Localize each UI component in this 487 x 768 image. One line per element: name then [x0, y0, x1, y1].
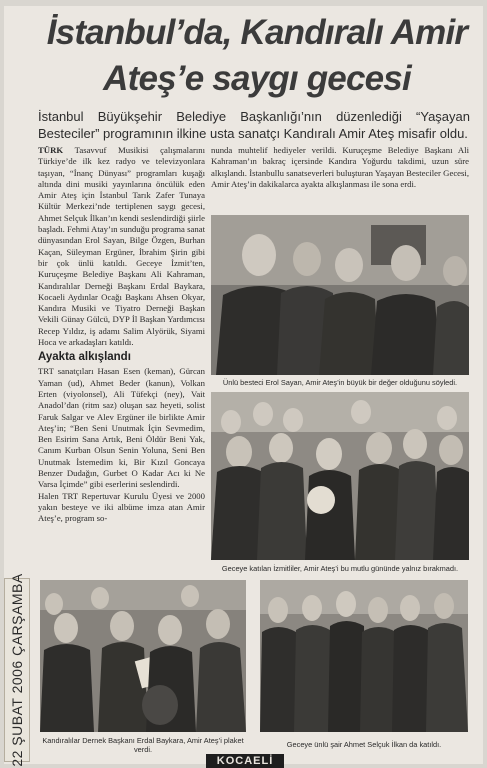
- article-right-column: [211, 145, 469, 190]
- photo-3-caption: Kandıralılar Dernek Başkanı Erdal Baykara, Amir Ateş’i plaket verdi.: [42, 736, 244, 754]
- deck-text: İstanbul Büyükşehir Belediye Başkanlığı’nın düzenlediği “Yaşayan Besteciler” programının ilkine usta sanatçı Kandıralı Amir Ateş misafir oldu.: [38, 109, 470, 141]
- headline-line-1: İstanbul’da, Kandıralı Amir: [46, 13, 468, 52]
- photo-erol-sayan: [211, 215, 469, 375]
- photo-ahmet-selcuk-ilkan: [260, 580, 468, 732]
- photo-2-image: [211, 392, 469, 560]
- date-text: 22 ŞUBAT 2006 ÇARŞAMBA: [9, 573, 25, 767]
- date-strip: [4, 573, 30, 767]
- photo-izmit-guests: [211, 392, 469, 560]
- photo-2-caption: Geceye katılan İzmitliler, Amir Ateş’i bu mutlu gününde yalnız bırakmadı.: [221, 564, 459, 573]
- photo-3-image: [40, 580, 246, 732]
- article-subhead: Ayakta alkışlandı: [38, 351, 131, 364]
- photo-1-caption: Ünlü besteci Erol Sayan, Amir Ateş’in büyük bir değer olduğunu söyledi.: [222, 378, 458, 387]
- headline: [34, 10, 480, 102]
- article-paragraph-1: Tasavvuf Musikisi çalışmalarını Türkiye’de ilk kez radyo ve televizyonlara taşıyan, “İnanç Dünyası” programları kuşağı altında dini musiki yayınlarına öncülük eden Amir Ateş için İstanbul Tarık Zafer Tunaya Kültür Merkezi’nde tertiplenen saygı gecesi, Ahmet Selçuk İlkan’ın kendi seslendirdiği şiirle başladı. Fehmi Atay’ın sunduğu programa sanat dünyasından Erol Sayan, Bilge Özgen, Burhan Kaçan, Süleyman Ergüner, İbrahim Şirin gibi bir çok ünlü katıldı. Geceye İzmit’ten, Kuruçeşme Belediye Başkanı Ali Kahraman, Kandıralılar Derneği Başkanı Erdal Baykara, Kocaeli Aydınlar Ocağı Başkanı Ahsen Okyar, Kandıra Musiki ve Tiyatro Derneği Başkan Vekili Günay Gülcü, DYP İl Başkan Yardımcısı Recep Yıldız, iş adamı Salim Alyörük, Siyami Hoca ve arkadaşları katıldı.: [38, 145, 206, 348]
- article-paragraph-3: Halen TRT Repertuvar Kurulu Üyesi ve 2000 yakın besteye ve iki albüme imza atan Amir Ateş’e, program so-: [38, 490, 205, 524]
- article-paragraph-4: nunda muhtelif hediyeler verildi. Kuruçeşme Belediye Başkanı Ali Kahraman’ın bakraç içersinde Kandıra Yoğurdu takdimi, uzun süre alkışlandı. İstanbullu sanatseverleri buluşturan Yaşayan Besteciler Gecesi, Amir Ateş’in dakikalarca ayakta alkışlanması ile sona erdi.: [211, 145, 469, 189]
- article-paragraph-2: TRT sanatçıları Hasan Esen (keman), Gürcan Yaman (ud), Ahmet Beder (kanun), Volkan Erten (viyolonsel), Ali Tüfekçi (ney), Vait Anadol’dan (ritm saz) oluşan saz heyeti, solist Faruk Salgar ve Alev Ergüner ile birlikte Amir Ateş’in; “Ben Seni Unutmak İçin Sevmedim, Ben Esirim Sana Artık, Beni Öldür Beni Yak, Canım Kurban Olsun Senin Yoluna, Seni Ben Unutmak İstemedim ki, Bir Kızıl Goncaya Benzer Dudağın, Gurbet O Kadar Acı ki Ne Varsa İçimde” gibi eserlerini seslendirdi.: [38, 366, 205, 490]
- article-lead-word: TÜRK: [38, 145, 64, 155]
- photo-4-caption: Geceye ünlü şair Ahmet Selçuk İlkan da katıldı.: [286, 740, 442, 749]
- photo-4-image: [260, 580, 468, 732]
- headline-line-2: Ateş’e saygı gecesi: [103, 59, 411, 98]
- article-left-column: [38, 145, 205, 525]
- photo-plaque: [40, 580, 246, 732]
- section-tag: KOCAELİ: [206, 754, 284, 768]
- photo-1-image: [211, 215, 469, 375]
